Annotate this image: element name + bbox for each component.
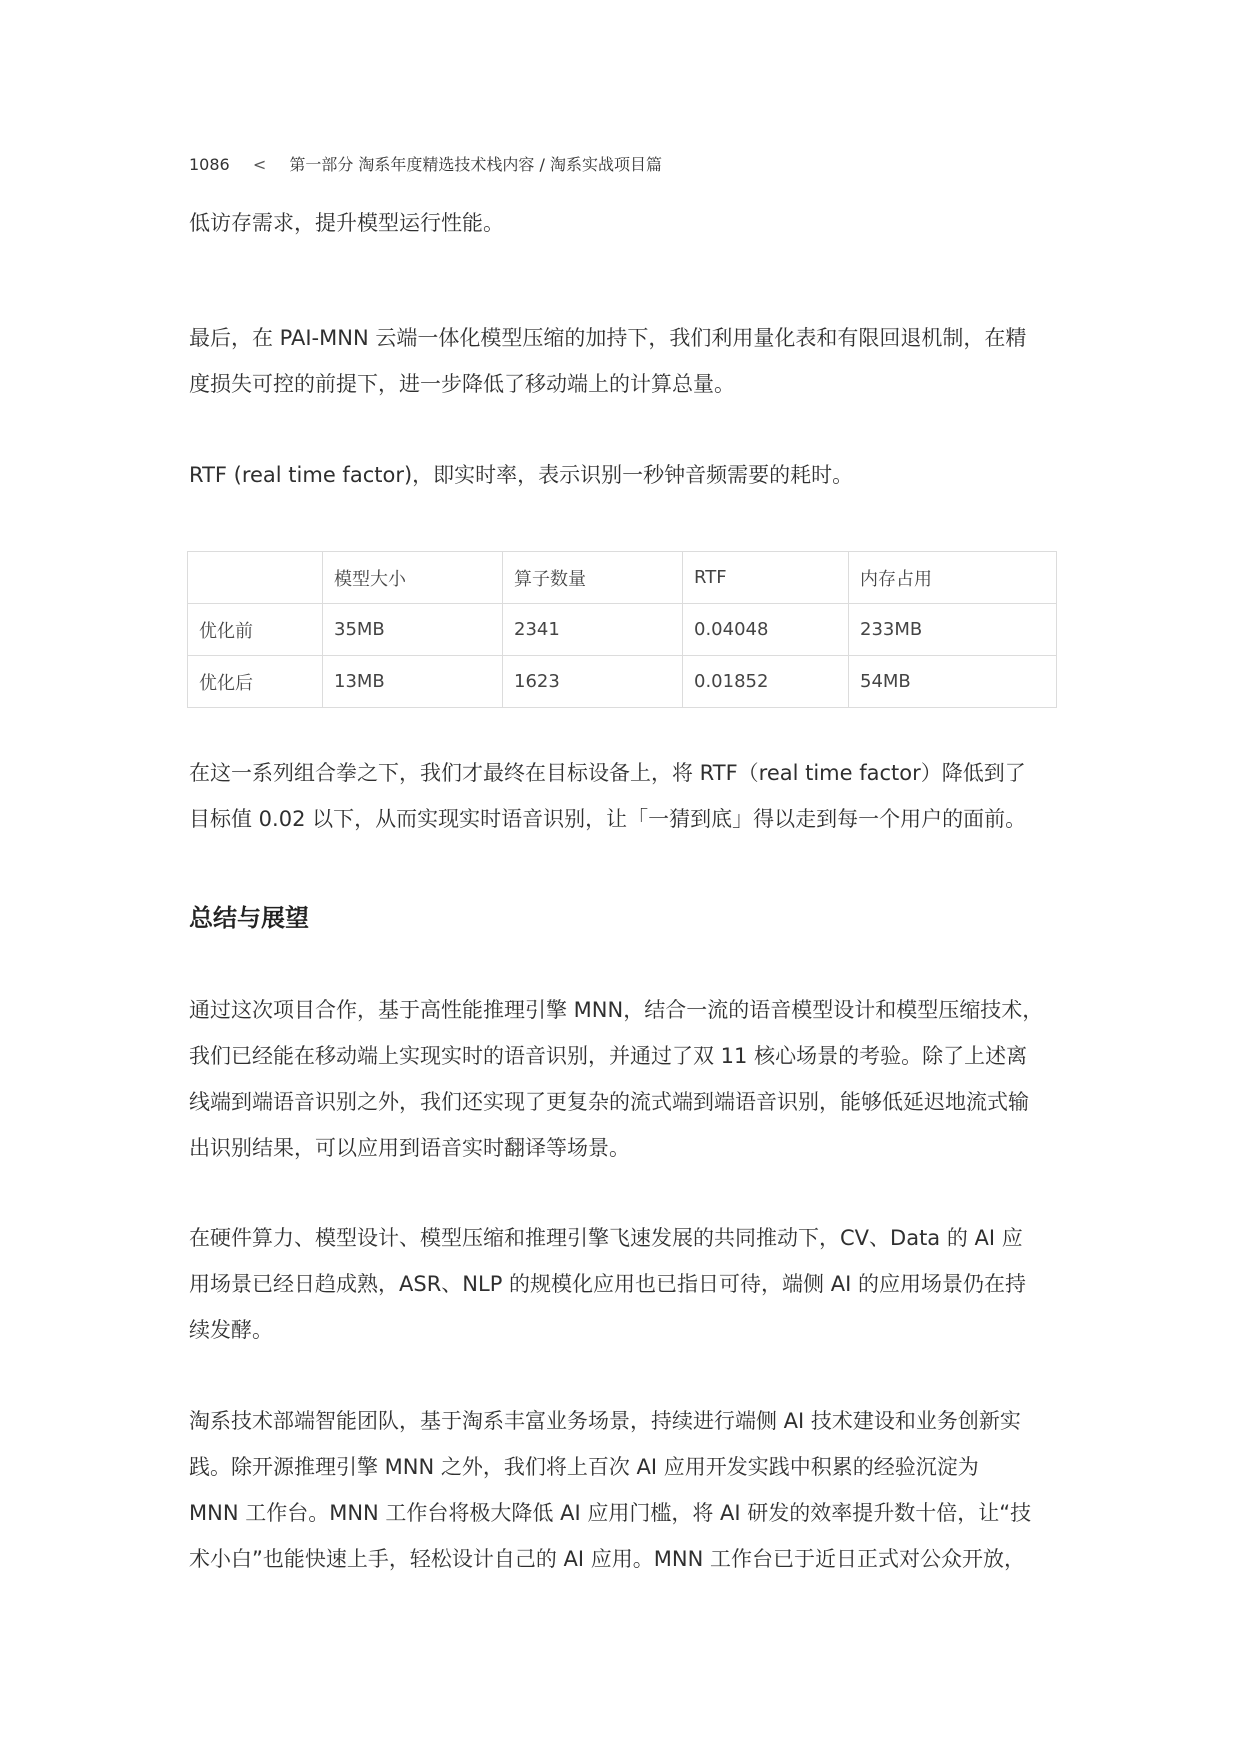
paragraph-7-line-1: 淘系技术部端智能团队，基于淘系丰富业务场景，持续进行端侧 AI 技术建设和业务创新实 (189, 1409, 1021, 1433)
table-header-cell: 内存占用 (849, 552, 1057, 604)
section-heading: 总结与展望 (189, 904, 309, 932)
paragraph-5-line-4: 出识别结果，可以应用到语音实时翻译等场景。 (189, 1136, 630, 1160)
paragraph-4 (189, 750, 1059, 842)
table-cell: 233MB (849, 604, 1057, 656)
paragraph-4-line-2: 目标值 0.02 以下，从而实现实时语音识别，让「一猜到底」得以走到每一个用户的面前。 (189, 807, 1027, 831)
paragraph-5-line-3: 线端到端语音识别之外，我们还实现了更复杂的流式端到端语音识别，能够低延迟地流式输 (189, 1090, 1029, 1114)
comparison-table (187, 551, 1057, 708)
paragraph-1 (189, 200, 1059, 246)
paragraph-7-line-3: MNN 工作台。MNN 工作台将极大降低 AI 应用门槛，将 AI 研发的效率提升数十倍，让“技 (189, 1501, 1032, 1525)
table-cell: 35MB (323, 604, 503, 656)
table-header-row (188, 552, 1057, 604)
paragraph-3-text: RTF (real time factor)，即实时率，表示识别一秒钟音频需要的耗时。 (189, 463, 854, 487)
paragraph-7 (189, 1398, 1059, 1582)
table-row (188, 604, 1057, 656)
table-cell: 0.04048 (683, 604, 849, 656)
paragraph-5-line-1: 通过这次项目合作，基于高性能推理引擎 MNN，结合一流的语音模型设计和模型压缩技术， (189, 998, 1044, 1022)
header-separator: < (252, 155, 267, 174)
paragraph-2 (189, 315, 1059, 407)
table-cell: 2341 (503, 604, 683, 656)
paragraph-1-text: 低访存需求，提升模型运行性能。 (189, 211, 504, 235)
table-row (188, 656, 1057, 708)
table-cell: 54MB (849, 656, 1057, 708)
table-header-cell: 算子数量 (503, 552, 683, 604)
paragraph-6 (189, 1215, 1059, 1353)
paragraph-5 (189, 987, 1059, 1171)
table-header-cell: RTF (683, 552, 849, 604)
breadcrumb: 第一部分 淘系年度精选技术栈内容 / 淘系实战项目篇 (289, 155, 662, 174)
paragraph-2-line-2: 度损失可控的前提下，进一步降低了移动端上的计算总量。 (189, 372, 735, 396)
paragraph-6-line-3: 续发酵。 (189, 1318, 273, 1342)
paragraph-7-line-2: 践。除开源推理引擎 MNN 之外，我们将上百次 AI 应用开发实践中积累的经验沉淀为 (189, 1455, 979, 1479)
paragraph-2-line-1: 最后，在 PAI-MNN 云端一体化模型压缩的加持下，我们利用量化表和有限回退机制，在精 (189, 326, 1027, 350)
table-cell: 13MB (323, 656, 503, 708)
table-cell: 优化前 (188, 604, 323, 656)
paragraph-7-line-4: 术小白”也能快速上手，轻松设计自己的 AI 应用。MNN 工作台已于近日正式对公众开放， (189, 1547, 1025, 1571)
running-header (189, 152, 662, 175)
table-cell: 优化后 (188, 656, 323, 708)
paragraph-4-line-1: 在这一系列组合拳之下，我们才最终在目标设备上，将 RTF（real time factor）降低到了 (189, 761, 1026, 785)
table-cell: 1623 (503, 656, 683, 708)
paragraph-5-line-2: 我们已经能在移动端上实现实时的语音识别，并通过了双 11 核心场景的考验。除了上述离 (189, 1044, 1028, 1068)
page-number: 1086 (189, 155, 230, 174)
paragraph-6-line-2: 用场景已经日趋成熟，ASR、NLP 的规模化应用也已指日可待，端侧 AI 的应用场景仍在持 (189, 1272, 1026, 1296)
paragraph-6-line-1: 在硬件算力、模型设计、模型压缩和推理引擎飞速发展的共同推动下，CV、Data 的 AI 应 (189, 1226, 1023, 1250)
table-header-cell (188, 552, 323, 604)
table-cell: 0.01852 (683, 656, 849, 708)
paragraph-3 (189, 452, 1059, 498)
table-header-cell: 模型大小 (323, 552, 503, 604)
